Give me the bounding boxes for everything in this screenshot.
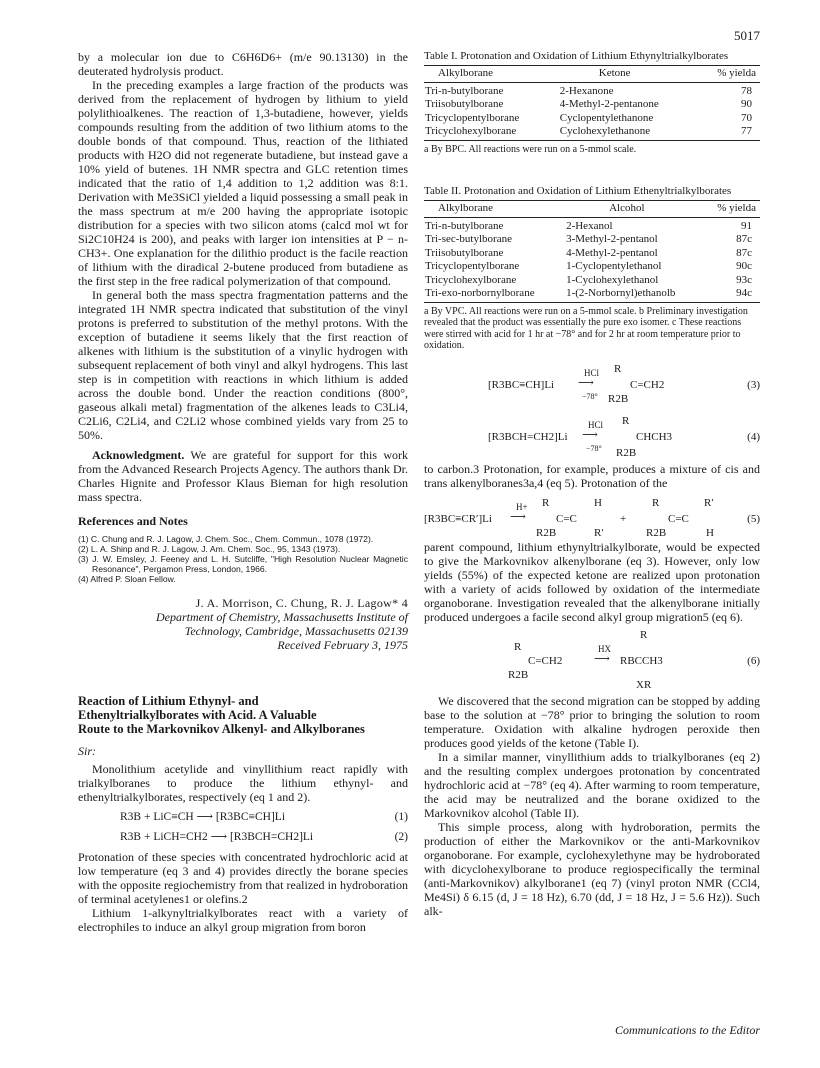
equation-number: (5) [747, 512, 760, 525]
caption-text: Protonation and Oxidation of Lithium Ethynyltrialkylborates [457, 50, 729, 62]
table-row [424, 125, 760, 140]
table-cell: Tricyclopentylborane [425, 111, 520, 124]
paragraph: In a similar manner, vinyllithium adds to trialkylboranes (eq 2) and the resulting complex undergoes protonation by concentrated hydrochloric acid at −78° (eq 4). After warming to room temperature, the acid may be neutralized and the borane oxidized to the Markovnikov alcohol (Table II). [424, 749, 760, 820]
table-row [424, 274, 760, 288]
table-cell: 2-Hexanol [566, 219, 613, 232]
table-cell: 91 [741, 219, 752, 232]
reagent-label: HCl [584, 367, 600, 378]
substituent: R [652, 496, 660, 509]
signature-block [78, 596, 408, 652]
substituent: R2B [508, 668, 529, 681]
ack-label: Acknowledgment. [92, 448, 185, 462]
table-cell: Tricyclohexylborane [424, 125, 559, 140]
reference-list [78, 534, 408, 584]
reference-item: (3) J. W. Emsley, J. Feeney and L. H. Sutcliffe, "High Resolution Nuclear Magnetic Resonance", Pergamon Press, London, 1966. [78, 554, 408, 574]
paragraph: to carbon.3 Protonation, for example, produces a mixture of cis and trans alkenylboranes3a,4 (eq 5). Protonation of the [424, 461, 760, 490]
reaction-arrow: ⟶ [578, 376, 594, 389]
received-date: Received February 3, 1975 [277, 638, 408, 652]
title-line: Route to the Markovnikov Alkenyl- and Alkylboranes [78, 722, 365, 736]
table-footnote: a By BPC. All reactions were run on a 5-mmol scale. [424, 143, 637, 155]
caption-label: Table II. [424, 185, 462, 197]
reference-item: (2) L. A. Shinp and R. J. Lagow, J. Am. Chem. Soc., 95, 1343 (1973). [78, 544, 341, 554]
table-cell: Cyclohexylethanone [559, 125, 700, 140]
table-cell: 87c [736, 233, 752, 245]
reaction-arrow: ⟶ [510, 510, 526, 523]
equation-number: (4) [747, 430, 760, 443]
equation-formula: R3B + LiCH=CH2 ⟶ [R3BCH=CH2]Li [120, 831, 314, 843]
reaction-arrow: ⟶ [582, 428, 598, 441]
table-cell: Cyclopentylethanone [559, 111, 654, 124]
table-cell: 1-(2-Norbornyl)ethanolb [565, 287, 706, 302]
paragraph: Lithium 1-alkynyltrialkylborates react with a variety of electrophiles to induce an alkyl group migration from boron [78, 906, 408, 934]
table-row [424, 233, 760, 247]
table-cell: 90c [736, 260, 752, 272]
table-cell: 94c [706, 287, 760, 302]
reactant: [R3BCH=CH2]Li [488, 430, 568, 443]
reagent-label: HX [598, 643, 611, 654]
caption-text: Protonation and Oxidation of Lithium Ethenyltrialkylborates [461, 185, 732, 197]
substituent: R [514, 640, 522, 653]
table-caption [424, 185, 760, 197]
table-cell: 77 [700, 125, 760, 140]
title-line: Ethenyltrialkylborates with Acid. A Valuable [78, 708, 317, 722]
paragraph: by a molecular ion due to C6H6D6+ (m/e 90.13130) in the deuterated hydrolysis product. [78, 50, 408, 78]
table-cell: Tri-exo-norbornylborane [424, 287, 565, 302]
table-caption [424, 50, 760, 62]
table-cell: 78 [741, 84, 752, 97]
substituent: R [614, 362, 622, 375]
reactant: [R3BC≡CR′]Li [424, 512, 492, 525]
substituent: R′ [594, 526, 604, 539]
equation-6 [424, 628, 760, 694]
equation-formula: R3B + LiC≡CH ⟶ [R3BC≡CH]Li [120, 811, 286, 823]
right-column [424, 50, 760, 918]
column-header: Alkylborane [424, 201, 565, 218]
references-heading: References and Notes [78, 514, 188, 528]
table-cell: 4-Methyl-2-pentanol [566, 246, 658, 259]
equation-5 [424, 496, 760, 540]
substituent: R [622, 414, 630, 427]
table-row [424, 98, 760, 112]
affiliation-line: Department of Chemistry, Massachusetts Institute of [156, 610, 408, 624]
acknowledgment [78, 448, 408, 504]
table-footnote: a By VPC. All reactions were run on a 5-mmol scale. b Preliminary investigation revealed that the product was essentially the pure exo isomer. c These reactions were stirred with acid for 1 hr at −78° and for 2 hr at room temperature prior to oxidation. [424, 305, 748, 351]
table-cell: 70 [741, 111, 752, 124]
substituent: R2B [616, 446, 637, 459]
reference-item: (4) Alfred P. Sloan Fellow. [78, 574, 176, 584]
substituent: R2B [646, 526, 667, 539]
paragraph: In the preceding examples a large fraction of the products was derived from the replacement of hydrogen by lithium to yield polylithioalkenes. The reaction of 1,3-butadiene, however, yields compounds resulting from the addition of two lithium atoms to the double bonds of that compound. Thus, reaction of the lithiated products with H2O did not regenerate butadiene, but instead gave a 10% yield of butenes. 1H NMR spectra and GLC retention times indicated that the ratio of 1,4 addition to 1,2 addition was 8:1. Derivation with Me3SiCl yielded a liquid possessing a small peak in the mass spectrum at m/e 200 having the appropriate isotopic distribution for a species with two silicon atoms (calcd mol wt for Si2C10H24 is 200), and peaks with larger ion intensities at P − n-CH3+. One explanation for the dilithio product is the facile reaction of lithium with the diradical 2-butene produced from butadiene as the first step in the free radical polymerization of that compound. [78, 78, 408, 288]
column-header: Ketone [559, 66, 700, 83]
substituent: H [706, 526, 714, 539]
substituent: R2B [608, 392, 629, 405]
temperature-label: −78° [582, 391, 598, 401]
table-row [424, 260, 760, 274]
equation-number: (6) [747, 654, 760, 667]
table-cell: Tricyclopentylborane [425, 260, 520, 272]
substituent: H [594, 496, 602, 509]
page-number: 5017 [734, 28, 760, 43]
equation-3 [424, 362, 760, 408]
author-names: J. A. Morrison, C. Chung, R. J. Lagow* 4 [195, 596, 408, 610]
substituent: R′ [704, 496, 714, 509]
table-cell: Tri-n-butylborane [425, 219, 504, 232]
reference-item: (1) C. Chung and R. J. Lagow, J. Chem. Soc., Chem. Commun., 1078 (1972). [78, 534, 374, 544]
equation-number: (1) [394, 811, 408, 823]
equation-4 [424, 412, 760, 462]
paragraph: In general both the mass spectra fragmentation patterns and the integrated 1H NMR spectra indicated that substitution of the vinyl protons is preferred to substitution of the methyl protons. With the exception of butadiene it seems likely that the first reaction of alkenes with lithium is the substitution of a vinylic hydrogen with subsequent replacement of both vinyl and alkyl hydrogens. This last step is in competition with reactions in which lithium is added across the double bond. Under the reaction conditions (800°, gaseous alkali metal) fragmentation of the alkenes leads to C3Li4, C2Li6, C2Li4, and C2Li2 whose combined yields vary from 25 to 50%. [78, 288, 408, 442]
substituent: R [640, 628, 648, 641]
table-cell: 90 [741, 98, 752, 110]
substituent: XR [636, 678, 652, 691]
table-2 [424, 200, 760, 303]
column-header: Alkylborane [424, 66, 559, 83]
product: C=C [668, 512, 689, 525]
table-1 [424, 65, 760, 141]
paragraph: This simple process, along with hydroboration, permits the production of either the Markovnikov or the anti-Markovnikov organoborane. For example, cyclohexylethyne may be hydroborated with dicyclohexylborane to produce regiospecifically the terminal (anti-Markovnikov) alkylborane1 (eq 7) (vinyl proton NMR (CCl4, Me4Si) δ 6.15 (d, J = 18 Hz), 6.70 (dd, J = 18 Hz, J = 5.6 Hz)). Such alk- [424, 819, 760, 918]
reagent-label: H+ [516, 501, 528, 512]
table-cell: 87c [736, 246, 752, 259]
affiliation-line: Technology, Cambridge, Massachusetts 02139 [184, 624, 408, 638]
product: RBCCH3 [620, 654, 663, 667]
table-row [424, 287, 760, 302]
table-cell: Tri-n-butylborane [425, 84, 504, 97]
substituent: R [542, 496, 550, 509]
ack-text: We are grateful for support for this work from the Advanced Research Projects Agency. The authors thank Dr. Charles Hignite and Professor Klaus Bieman for high resolution mass spectra. [78, 448, 408, 504]
table-cell: 3-Methyl-2-pentanol [566, 233, 658, 245]
table-cell: 93c [736, 273, 752, 286]
reactant: [R3BC≡CH]Li [488, 378, 555, 391]
reaction-arrow: ⟶ [594, 652, 610, 665]
product: C=CH2 [630, 378, 665, 391]
table-cell: Triisobutylborane [425, 246, 504, 259]
salutation: Sir: [78, 744, 96, 758]
plus-sign: + [620, 512, 627, 525]
paragraph: We discovered that the second migration can be stopped by adding base to the solution at −78° prior to bringing the solution to room temperature. Oxidation with alkaline hydrogen peroxide then produces good yields of the ketone (Table I). [424, 693, 760, 750]
equation-1 [78, 810, 408, 824]
table-cell: 2-Hexanone [559, 84, 614, 97]
table-cell: Tri-sec-butylborane [425, 233, 512, 245]
reactant: C=CH2 [528, 654, 563, 667]
equation-number: (2) [394, 831, 408, 843]
paragraph: parent compound, lithium ethynyltrialkylborate, would be expected to give the Markovnikov alkenylborane (eq 3). However, only low yields (55%) of the expected ketone are realized upon protonation with a variety of acids followed by oxidation of the intermediate organoborane. Investigation revealed that the alkenylborane initially produced undergoes a facile second alkyl group migration5 (eq 6). [424, 539, 760, 624]
product: CHCH3 [636, 430, 673, 443]
communication-title [78, 694, 408, 736]
table-row [424, 82, 760, 98]
reagent-label: HCl [588, 419, 604, 430]
table-row [424, 217, 760, 233]
column-header: Alcohol [565, 201, 706, 218]
product: C=C [556, 512, 577, 525]
table-row [424, 247, 760, 261]
paragraph: Monolithium acetylide and vinyllithium react rapidly with trialkylboranes to produce the lithium ethynyl- and ethenyltrialkylborates, respectively (eq 1 and 2). [78, 762, 408, 804]
column-header: % yielda [706, 201, 760, 218]
column-header: % yielda [700, 66, 760, 83]
equation-2 [78, 830, 408, 844]
title-line: Reaction of Lithium Ethynyl- and [78, 694, 259, 708]
substituent: R2B [536, 526, 557, 539]
journal-footer: Communications to the Editor [615, 1023, 760, 1037]
table-cell: 4-Methyl-2-pentanone [559, 98, 659, 110]
left-column [78, 50, 408, 934]
equation-number: (3) [747, 378, 760, 391]
caption-label: Table I. [424, 50, 458, 62]
table-cell: 1-Cyclopentylethanol [566, 260, 662, 272]
table-cell: Tricyclohexylborane [425, 273, 517, 286]
temperature-label: −78° [586, 443, 602, 453]
table-cell: Triisobutylborane [425, 98, 504, 110]
table-row [424, 112, 760, 126]
paragraph: Protonation of these species with concentrated hydrochloric acid at low temperature (eq 3 and 4) provides directly the borane species with the opposite regiochemistry from that realized in hydroboration of terminal acetylenes1 or olefins.2 [78, 850, 408, 906]
table-cell: 1-Cyclohexylethanol [566, 273, 659, 286]
